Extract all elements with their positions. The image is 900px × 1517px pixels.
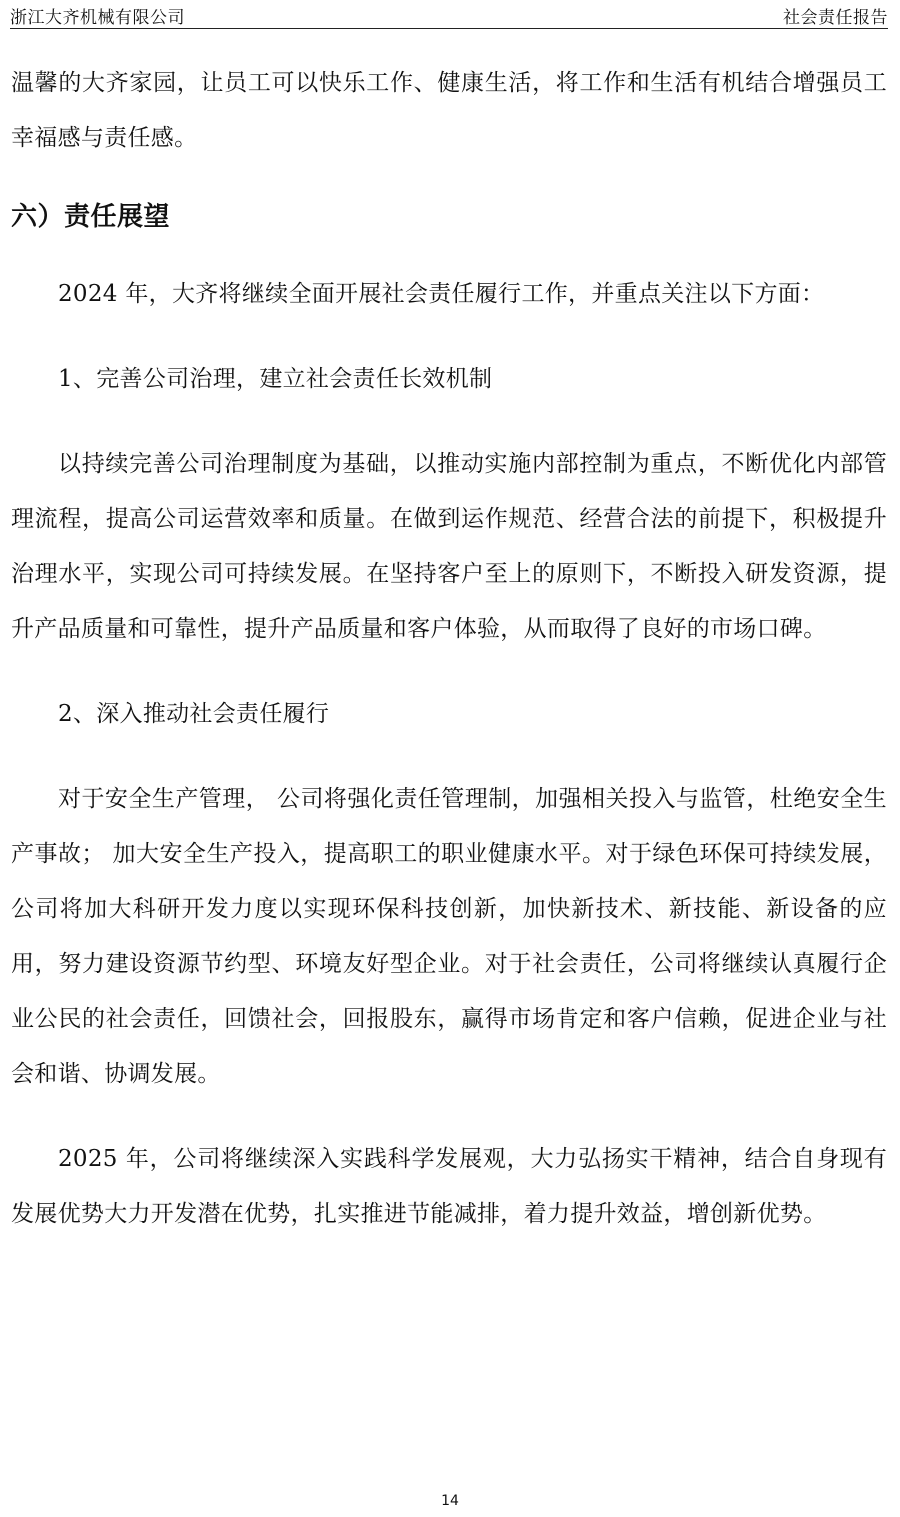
section-heading: 六）责任展望 <box>11 202 171 232</box>
page-number: 14 <box>441 1493 459 1509</box>
item-1-paragraph: 以持续完善公司治理制度为基础，以推动实施内部控制为重点，不断优化内部管理流程，提高公司运营效率和质量。在做到运作规范、经营合法的前提下，积极提升治理水平，实现公司可持续发展。在坚持客户至上的原则下，不断投入研发资源，提升产品质量和可靠性，提升产品质量和客户体验，从而取得了良好的市场口碑。 <box>11 451 887 642</box>
closing-paragraph: 2025 年，公司将继续深入实践科学发展观，大力弘扬实干精神，结合自身现有发展优势大力开发潜在优势，扎实推进节能减排，着力提升效益，增创新优势。 <box>11 1146 887 1227</box>
intro-paragraph: 2024 年，大齐将继续全面开展社会责任履行工作，并重点关注以下方面： <box>58 281 825 307</box>
company-name: 浙江大齐机械有限公司 <box>10 8 185 28</box>
opening-paragraph: 温馨的大齐家园，让员工可以快乐工作、健康生活，将工作和生活有机结合增强员工幸福感与责任感。 <box>11 70 887 151</box>
page-header <box>10 0 888 29</box>
item-2-paragraph: 对于安全生产管理， 公司将强化责任管理制，加强相关投入与监管，杜绝安全生产事故； 加大安全生产投入，提高职工的职业健康水平。对于绿色环保可持续发展，公司将加大科研开发力度以实现环保科技创新，加快新技术、新技能、新设备的应用，努力建设资源节约型、环境友好型企业。对于社会责任，公司将继续认真履行企业公民的社会责任，回馈社会，回报股东，赢得市场肯定和客户信赖，促进企业与社会和谐、协调发展。 <box>11 786 887 1087</box>
report-title: 社会责任报告 <box>783 8 888 28</box>
item-1-title: 1、完善公司治理，建立社会责任长效机制 <box>58 366 493 392</box>
item-2-title: 2、深入推动社会责任履行 <box>58 701 330 727</box>
document-body <box>11 56 887 1242</box>
